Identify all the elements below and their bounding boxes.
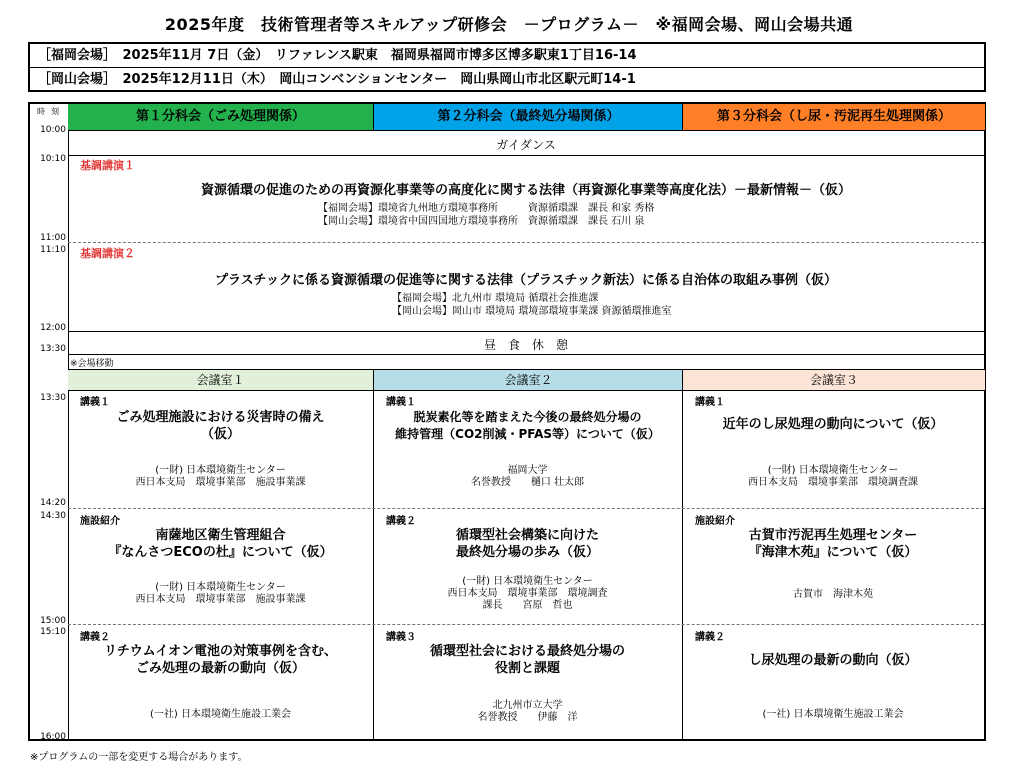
b1-tag: 施設紹介 — [80, 516, 120, 527]
room-header-2 — [373, 369, 683, 391]
c2-title-line1: 循環型社会における最終処分場の — [429, 644, 625, 659]
keynote1-label: 基調講演１ — [80, 159, 135, 172]
b2-title — [373, 527, 682, 561]
a1-title — [68, 409, 373, 443]
venue-box — [28, 42, 986, 92]
time-label: 10:00 — [40, 125, 66, 135]
c3-tag: 講義２ — [695, 632, 725, 643]
a3-title: 近年のし尿処理の動向について（仮） — [722, 417, 944, 432]
time-column — [30, 104, 69, 742]
time-label: 15:10 — [40, 627, 66, 637]
time-label: 13:30 — [40, 344, 66, 354]
divider — [68, 242, 984, 243]
b2-title-line2: 最終処分場の歩み（仮） — [455, 545, 599, 560]
time-label: 13:30 — [40, 393, 66, 403]
a1-speaker — [68, 465, 373, 489]
room-label-3: 会議室３ — [809, 373, 858, 387]
time-label: 14:30 — [40, 511, 66, 521]
c2-tag: 講義３ — [386, 632, 416, 643]
b3-title — [682, 527, 984, 561]
page-title: 2025年度 技術管理者等スキルアップ研修会 －プログラム－ ※福岡会場、岡山会場共通 — [164, 15, 854, 34]
keynote1-speaker-fukuoka: 【福岡会場】環境省九州地方環境事務所 資源循環課 課長 和家 秀格 — [318, 203, 655, 214]
a3-info2: 西日本支局 環境事業部 環境調査課 — [748, 477, 918, 488]
a3-speaker — [682, 465, 984, 489]
c2-info2: 名誉教授 伊藤 洋 — [477, 712, 578, 723]
session-header-1 — [68, 104, 373, 131]
a3-info1: (一財) 日本環境衛生センター — [767, 465, 899, 476]
a2-speaker — [373, 465, 682, 489]
time-label: 11:10 — [40, 245, 66, 255]
c3-title: し尿処理の最新の動向（仮） — [748, 653, 918, 668]
a2-info2: 名誉教授 樋口 壮太郎 — [470, 477, 585, 488]
footnote: ※プログラムの一部を変更する場合があります。 — [30, 752, 248, 763]
c1-title-line2: ごみ処理の最新の動向（仮） — [135, 661, 305, 676]
b1-title-line2: 『なんさつECOの杜』について（仮） — [108, 545, 333, 560]
session-label-3: 第３分科会（し尿・汚泥再生処理関係） — [716, 109, 951, 124]
session-header-3 — [682, 104, 985, 131]
room-label-1: 会議室１ — [196, 373, 245, 387]
c1-title — [68, 643, 373, 677]
a1-title-line1: ごみ処理施設における災害時の備え — [116, 410, 325, 425]
b2-tag: 講義２ — [386, 516, 416, 527]
b1-info2: 西日本支局 環境事業部 施設事業課 — [135, 594, 306, 605]
divider — [68, 354, 984, 355]
divider — [68, 624, 984, 625]
room-header-1 — [68, 369, 373, 391]
c1-tag: 講義２ — [80, 632, 110, 643]
c2-speaker — [373, 700, 682, 724]
divider — [682, 390, 683, 739]
keynote2-label: 基調講演２ — [80, 247, 135, 260]
divider — [68, 331, 984, 332]
c2-title — [373, 643, 682, 677]
session-label-2: 第２分科会（最終処分場関係） — [437, 109, 620, 124]
divider — [68, 155, 984, 156]
b1-speaker — [68, 582, 373, 606]
b2-info3: 課長 宮原 哲也 — [482, 600, 573, 611]
c3-speaker: (一社) 日本環境衛生施設工業会 — [762, 709, 904, 720]
move-note: ※会場移動 — [70, 359, 114, 369]
b2-speaker — [373, 576, 682, 612]
a1-info2: 西日本支局 環境事業部 施設事業課 — [135, 477, 306, 488]
time-label: 12:00 — [40, 323, 66, 333]
keynote2-speaker-okayama: 【岡山会場】岡山市 環境局 環境部環境事業課 資源循環推進室 — [392, 306, 672, 317]
schedule-table — [28, 102, 986, 741]
keynote2-title: プラスチックに係る資源循環の促進等に関する法律（プラスチック新法）に係る自治体の取組み事例（仮） — [215, 273, 837, 288]
keynote1-title: 資源循環の促進のための再資源化事業等の高度化に関する法律（再資源化事業等高度化法）－最新情報－（仮） — [200, 183, 851, 198]
lunch-break: 昼 食 休 憩 — [483, 338, 568, 352]
guidance: ガイダンス — [496, 138, 556, 152]
time-label: 10:10 — [40, 154, 66, 164]
a1-tag: 講義１ — [80, 397, 110, 408]
room-header-3 — [682, 369, 985, 391]
c2-title-line2: 役割と課題 — [494, 661, 560, 676]
b3-speaker: 古賀市 海津木苑 — [793, 589, 873, 600]
b1-info1: (一財) 日本環境衛生センター — [155, 582, 286, 593]
time-label: 15:00 — [40, 616, 66, 626]
divider — [68, 508, 984, 509]
c1-title-line1: リチウムイオン電池の対策事例を含む、 — [104, 644, 337, 659]
a1-info1: (一財) 日本環境衛生センター — [155, 465, 286, 476]
a2-title-line1: 脱炭素化等を踏まえた今後の最終処分場の — [413, 410, 642, 424]
session-label-1: 第１分科会（ごみ処理関係） — [135, 109, 305, 124]
keynote1-speaker-okayama: 【岡山会場】環境省中国四国地方環境事務所 資源循環課 課長 石川 泉 — [318, 216, 645, 227]
a1-title-line2: （仮） — [200, 427, 240, 442]
time-label: 14:20 — [40, 498, 66, 508]
b2-info1: (一財) 日本環境衛生センター — [462, 576, 593, 587]
c2-info1: 北九州市立大学 — [492, 700, 563, 711]
a3-tag: 講義１ — [695, 397, 725, 408]
room-label-2: 会議室２ — [504, 373, 553, 387]
venue-fukuoka: ［福岡会場］ 2025年11月 7日（金） リファレンス駅東 福岡県福岡市博多区博多駅東1丁目16-14 — [30, 44, 984, 68]
time-label: 11:00 — [40, 233, 66, 243]
b2-info2: 西日本支局 環境事業部 環境調査 — [447, 588, 608, 599]
venue-okayama: ［岡山会場］ 2025年12月11日（木） 岡山コンベンションセンター 岡山県岡山市北区駅元町14-1 — [38, 72, 636, 87]
b3-tag: 施設紹介 — [695, 516, 735, 527]
b1-title-line1: 南薩地区衛生管理組合 — [155, 528, 286, 543]
a2-tag: 講義１ — [386, 397, 416, 408]
session-header-2 — [373, 104, 683, 131]
a2-title-line2: 維持管理（CO2削減・PFAS等）について（仮） — [395, 427, 660, 441]
c1-speaker: (一社) 日本環境衛生施設工業会 — [150, 709, 291, 720]
time-header: 時刻 — [37, 107, 65, 116]
b3-title-line2: 『海津木苑』について（仮） — [748, 545, 918, 560]
b2-title-line1: 循環型社会構築に向けた — [455, 528, 599, 543]
keynote2-speaker-fukuoka: 【福岡会場】北九州市 環境局 循環社会推進課 — [392, 293, 599, 304]
b1-title — [68, 527, 373, 561]
a2-title — [373, 409, 682, 443]
time-label: 16:00 — [40, 732, 66, 742]
b3-title-line1: 古賀市汚泥再生処理センター — [748, 528, 918, 543]
a2-info1: 福岡大学 — [507, 465, 548, 476]
